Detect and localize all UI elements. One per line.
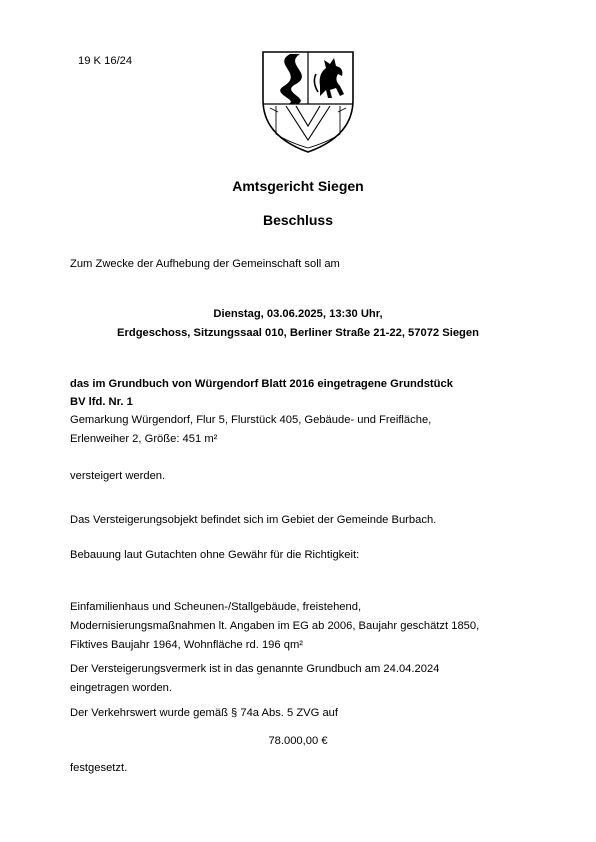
appointment-location: Erdgeschoss, Sitzungssaal 010, Berliner Straße 21-22, 57072 Siegen	[117, 327, 479, 339]
vermerk-line1: Der Versteigerungsvermerk ist in das genannte Grundbuch am 24.04.2024	[70, 663, 440, 675]
property-desc-line2: Erlenweiher 2, Größe: 451 m²	[70, 433, 218, 445]
property-desc-line1: Gemarkung Würgendorf, Flur 5, Flurstück 405, Gebäude- und Freifläche,	[70, 414, 432, 426]
value-amount: 78.000,00 €	[268, 735, 328, 747]
case-number: 19 K 16/24	[78, 55, 133, 67]
auctioned-text: versteigert werden.	[70, 470, 166, 482]
document-title: Beschluss	[262, 212, 334, 228]
property-heading: das im Grundbuch von Würgendorf Blatt 2016 eingetragene Grundstück	[70, 378, 453, 390]
nrw-coat-of-arms-icon	[258, 48, 358, 156]
intro-text: Zum Zwecke der Aufhebung der Gemeinschaft soll am	[70, 258, 340, 270]
location-note: Das Versteigerungsobjekt befindet sich im Gebiet der Gemeinde Burbach.	[70, 514, 437, 526]
court-name: Amtsgericht Siegen	[232, 178, 364, 194]
building-line2: Modernisierungsmaßnahmen lt. Angaben im EG ab 2006, Baujahr geschätzt 1850,	[70, 620, 480, 632]
value-outro: festgesetzt.	[70, 762, 128, 774]
vermerk-line2: eingetragen worden.	[70, 682, 173, 694]
building-line1: Einfamilienhaus und Scheunen-/Stallgebäude, freistehend,	[70, 601, 362, 613]
value-intro: Der Verkehrswert wurde gemäß § 74a Abs. 5 ZVG auf	[70, 707, 339, 719]
building-line3: Fiktives Baujahr 1964, Wohnfläche rd. 196 qm²	[70, 639, 303, 651]
building-intro: Bebauung laut Gutachten ohne Gewähr für die Richtigkeit:	[70, 549, 360, 561]
appointment-date: Dienstag, 03.06.2025, 13:30 Uhr,	[213, 308, 383, 320]
property-bv: BV lfd. Nr. 1	[70, 396, 133, 408]
